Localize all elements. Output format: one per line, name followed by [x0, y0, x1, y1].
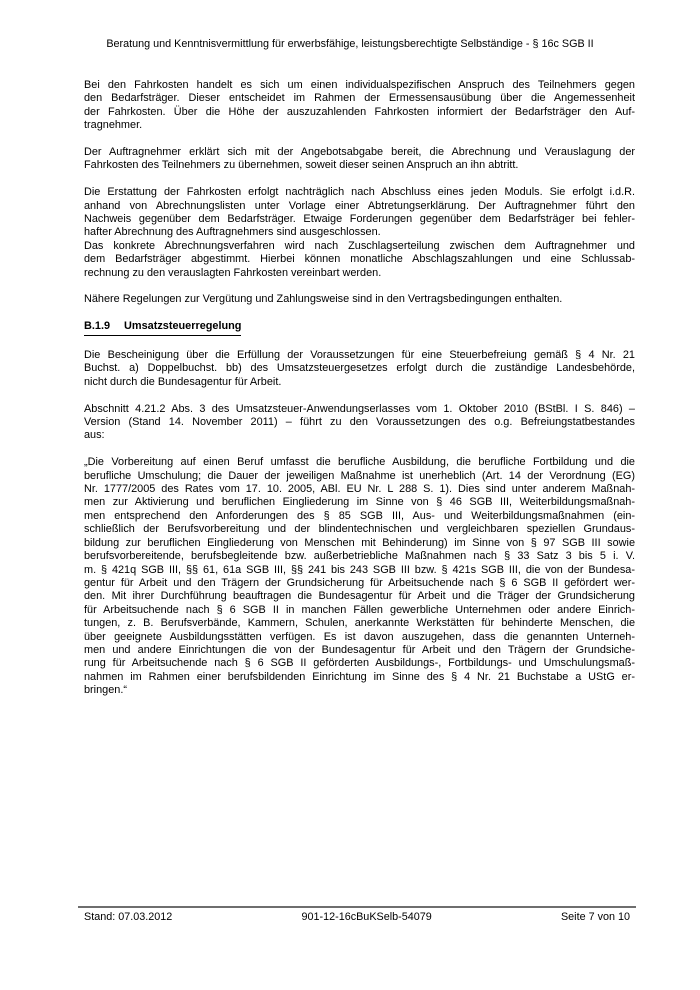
text-line: tungen, z. B. Berufsverbände, Kammern, Schulen, anerkannte Werkstätten für behinderte Menschen, die: [84, 617, 635, 630]
text-line: Fahrkosten des Teilnehmers zu übernehmen, soweit dieser seinen Anspruch an ihn abtritt.: [84, 159, 519, 172]
text-line: berufsvorbereitende, berufsbegleitende bzw. außerbetriebliche Maßnahmen nach § 33 Satz 3 bis 5 i. V.: [84, 550, 635, 563]
paragraph-abrechnungsverfahren: [84, 240, 635, 280]
paragraph-fahrkosten-anspruch: [84, 79, 635, 133]
text-line: rung für Arbeitsuchende nach § 6 SGB II geförderten Ausbildungs-, Fortbildungs- und Umschulungsmaß-: [84, 657, 635, 670]
text-line: für Arbeitsuchende nach § 6 SGB II in manchen Fällen gewerbliche Unternehmen oder andere Einrich-: [84, 603, 635, 616]
paragraph-naehere-regelungen: [84, 293, 635, 306]
text-line: Nr. 1777/2005 des Rates vom 17. 10. 2005, ABl. EU Nr. L 288 S. 1). Dies sind unter anderem Maßnah-: [84, 483, 635, 496]
text-line: berufliche Umschulung; die Dauer der jeweiligen Maßnahme ist unerheblich (Art. 14 der Verordnung (EG): [84, 469, 635, 482]
text-line: hafter Abrechnung des Auftragnehmers sind ausgeschlossen.: [84, 226, 381, 239]
text-line: schließlich der Berufsvorbereitung und der blindentechnischen und vergleichbaren speziellen Grundaus-: [84, 523, 635, 536]
text-line: bringen.“: [84, 684, 127, 697]
text-line: den. Mit ihrer Durchführung beauftragen die Bundesagentur für Arbeit und die Träger der Grundsicherung: [84, 590, 635, 603]
footer-date: Stand: 07.03.2012: [84, 911, 173, 923]
text-line: men und andere Einrichtungen die von der Bundesagentur für Arbeit und den Trägern der Grundsiche-: [84, 643, 635, 656]
text-line: Version (Stand 14. November 2011) – führt zu den Voraussetzungen des o.g. Befreiungstatbestandes: [84, 416, 635, 429]
text-line: Das konkrete Abrechnungsverfahren wird nach Zuschlagserteilung zwischen dem Auftragnehmer und: [84, 239, 635, 252]
text-line: Die Bescheinigung über die Erfüllung der Voraussetzungen für eine Steuerbefreiung gemäß § 4 Nr. 21: [84, 349, 635, 362]
text-line: den Bedarfsträger. Dieser entscheidet im Rahmen der Ermessensausübung über die Angemessenheit: [84, 92, 635, 105]
text-line: Bei den Fahrkosten handelt es sich um einen individualspezifischen Anspruch des Teilnehmers gegen: [84, 79, 635, 91]
text-line: aus:: [84, 429, 105, 442]
text-line: tragnehmer.: [84, 119, 143, 132]
text-line: men entsprechend den Anforderungen des § 85 SGB III, Aus- und Weiterbildungsmaßnahmen (ein-: [84, 509, 635, 522]
text-line: Der Auftragnehmer erklärt sich mit der Angebotsabgabe bereit, die Abrechnung und Verauslagung der: [84, 146, 635, 159]
text-line: nahmen im Rahmen einer berufsbildenden Einrichtung im Sinne des § 4 Nr. 21 Buchstabe a UStG er-: [84, 670, 635, 683]
page-footer: [84, 911, 630, 924]
text-line: Nähere Regelungen zur Vergütung und Zahlungsweise sind in den Vertragsbedingungen enthalten.: [84, 293, 563, 306]
text-line: gentur für Arbeit und den Trägern der Grundsicherung für Arbeitsuchende nach § 6 SGB II gefördert wer-: [84, 576, 635, 589]
text-line: rechnung zu den verauslagten Fahrkosten vereinbart werden.: [84, 266, 382, 279]
text-line: anhand von Abrechnungslisten unter Vorlage einer Abtretungserklärung. Der Auftragnehmer führt den: [84, 199, 635, 212]
text-line: men zur Aktivierung und beruflichen Eingliederung im Sinne von § 46 SGB III, Weiterbildungsmaßnah-: [84, 496, 635, 509]
paragraph-bescheinigung-steuerbefreiung: [84, 349, 635, 389]
text-line: Nachweis gegenüber dem Bedarfsträger. Etwaige Forderungen gegenüber dem Bedarfsträger bei fehler-: [84, 213, 635, 226]
text-line: m. § 421q SGB III, §§ 61, 61a SGB III, §§ 241 bis 243 SGB III bzw. § 421s SGB III, die von der Bundesa-: [84, 563, 635, 576]
footer-document-id: 901-12-16cBuKSelb-54079: [301, 911, 432, 923]
section-number: B.1.9: [84, 320, 111, 333]
paragraph-abschnitt-umsatzsteuer: [84, 403, 635, 443]
paragraph-auftragnehmer-erklaerung: [84, 146, 635, 173]
text-line: bildung zur beruflichen Eingliederung von Menschen mit Behinderung) im Sinne von § 97 SGB III sowie: [84, 536, 635, 549]
page-header-title: Beratung und Kenntnisvermittlung für erwerbsfähige, leistungsberechtigte Selbständige - § 16c SGB II: [106, 38, 594, 50]
section-title: Umsatzsteuerregelung: [124, 320, 242, 333]
document-body: [84, 79, 635, 711]
text-line: „Die Vorbereitung auf einen Beruf umfasst die berufliche Ausbildung, die berufliche Fortbildung und die: [84, 456, 635, 469]
section-heading-umsatzsteuerregelung: [84, 320, 635, 335]
footer-page-number: Seite 7 von 10: [560, 911, 630, 923]
text-line: der Fahrkosten. Über die Höhe der auszuzahlenden Fahrkosten informiert der Bedarfsträger den Auf-: [84, 105, 635, 118]
text-line: über geeignete Ausbildungsstätten verfügen. Es ist davon auszugehen, dass die genannten Unterneh-: [84, 630, 635, 643]
section-heading-underline: [84, 320, 241, 335]
footer-divider: [78, 906, 636, 908]
text-line: dem Bedarfsträger abgestimmt. Hierbei können monatliche Abschlagszahlungen und eine Schlussab-: [84, 253, 635, 266]
text-line: Buchst. a) Doppelbuchst. bb) des Umsatzsteuergesetzes erfolgt durch die zuständige Landesbehörde,: [84, 362, 635, 375]
text-line: Die Erstattung der Fahrkosten erfolgt nachträglich nach Abschluss eines jeden Moduls. Sie erfolgt i.d.R.: [84, 186, 635, 199]
text-line: nicht durch die Bundesagentur für Arbeit.: [84, 375, 282, 388]
paragraph-zitat-berufsvorbereitung: [84, 456, 635, 697]
text-line: Abschnitt 4.21.2 Abs. 3 des Umsatzsteuer-Anwendungserlasses vom 1. Oktober 2010 (BStBl. I S. 846) –: [84, 402, 635, 415]
paragraph-erstattung-fahrkosten: [84, 186, 635, 240]
